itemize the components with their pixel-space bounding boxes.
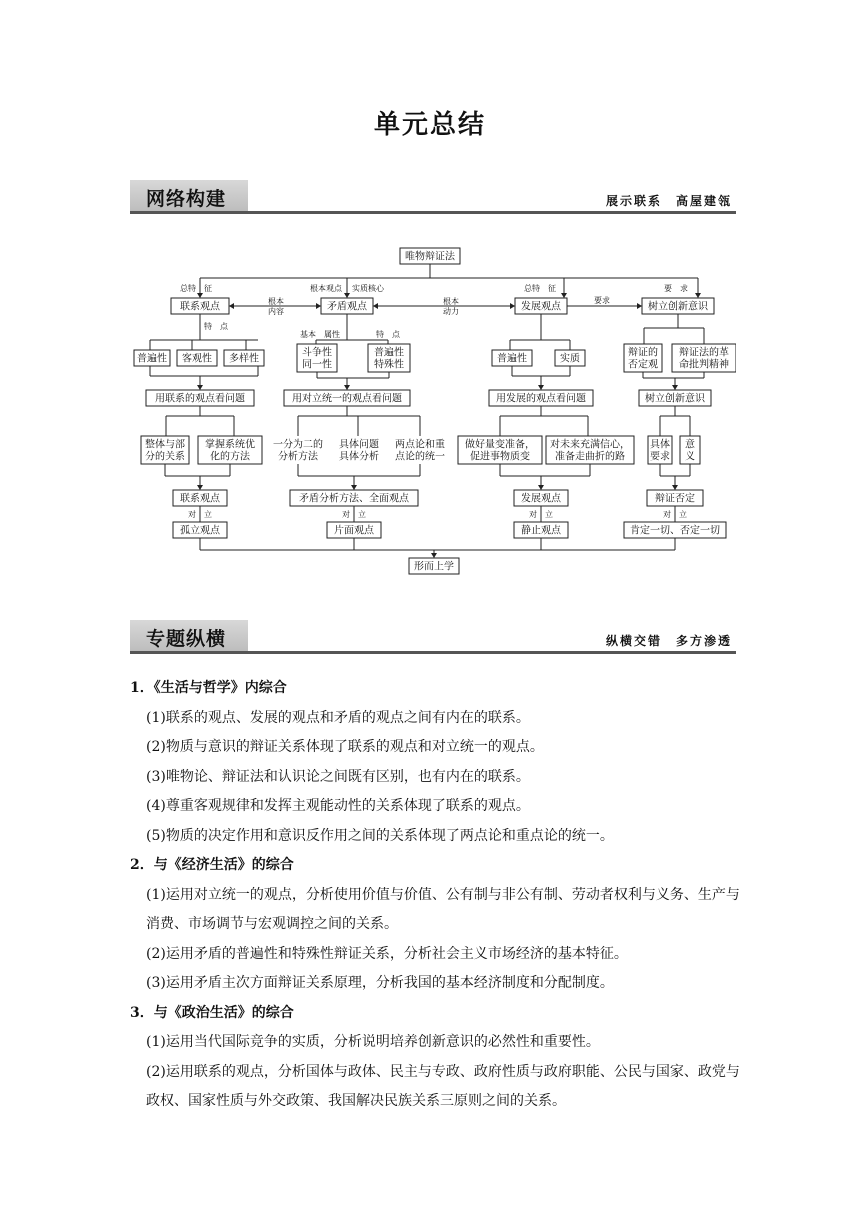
concept-box-label: 具体问题具体分析 — [339, 439, 379, 463]
topic-group — [130, 999, 750, 1117]
topic-list — [130, 674, 750, 1117]
section-motto: 纵横交错 多方渗透 — [605, 634, 732, 648]
topic-item: (2)物质与意识的辩证关系体现了联系的观点和对立统一的观点。 — [146, 739, 544, 755]
edge-label: 对 立 — [188, 509, 212, 519]
arrowhead — [351, 485, 357, 490]
method-detail-box-label: 掌握系统优化的方法 — [205, 439, 255, 463]
method-box-label: 树立创新意识 — [645, 393, 705, 405]
section-title: 专题纵横 — [146, 628, 227, 650]
opposite-box-label: 孤立观点 — [180, 525, 220, 537]
method-detail-box-label: 意义 — [685, 439, 695, 463]
section-rule — [130, 651, 736, 654]
edge-label: 基本 属性 — [300, 329, 340, 339]
final-box-label: 形而上学 — [414, 561, 454, 573]
topic-item: (4)尊重客观规律和发挥主观能动性的关系体现了联系的观点。 — [146, 798, 530, 814]
method-box-label: 用联系的观点看问题 — [155, 393, 245, 405]
edge-label: 总特 征 — [180, 283, 212, 293]
edge-label: 根本动力 — [443, 296, 459, 316]
root-box-label: 唯物辩证法 — [405, 251, 455, 263]
trait-box-label: 多样性 — [229, 353, 259, 365]
concept-map — [130, 240, 736, 580]
arrowhead — [197, 485, 203, 490]
level1-box-label: 树立创新意识 — [648, 301, 708, 313]
edge-label: 特 点 — [376, 329, 400, 339]
section-title: 网络构建 — [146, 188, 227, 210]
edge-label: 对 立 — [663, 509, 687, 519]
level1-box-label: 发展观点 — [521, 301, 561, 313]
section-header-network — [130, 180, 736, 214]
trait-box-label: 辩证法的革命批判精神 — [679, 347, 729, 371]
trait-box-label: 辩证的否定观 — [628, 347, 658, 371]
arrowhead — [344, 385, 350, 390]
topic-item: (3)唯物论、辩证法和认识论之间既有区别，也有内在的联系。 — [146, 768, 530, 785]
arrowhead — [672, 385, 678, 390]
trait-box-label: 普遍性特殊性 — [374, 347, 404, 371]
trait-box-label: 客观性 — [182, 353, 212, 365]
method-box-label: 用发展的观点看问题 — [496, 393, 586, 405]
topic-item: (2)运用联系的观点，分析国体与政体、民主与专政、政府性质与政府职能、公民与国家、政党与政权、国家性质与外交政策、我国解决民族关系三原则之间的关系。 — [146, 1063, 740, 1109]
arrowhead — [637, 303, 642, 309]
method-detail-box-label: 具体要求 — [650, 439, 670, 463]
method-detail-box-label: 整体与部分的关系 — [145, 439, 185, 463]
arrowhead — [197, 385, 203, 390]
edge-label: 根本内容 — [268, 296, 284, 316]
topic-item: (5)物质的决定作用和意识反作用之间的关系体现了两点论和重点论的统一。 — [146, 827, 614, 844]
topic-heading: 3．与《政治生活》的综合 — [130, 1004, 294, 1021]
view-box-label: 矛盾分析方法、全面观点 — [299, 493, 409, 505]
arrowhead — [431, 553, 437, 558]
topic-item: (3)运用矛盾主次方面辩证关系原理，分析我国的基本经济制度和分配制度。 — [146, 975, 614, 991]
arrowhead — [561, 293, 567, 298]
edge-label: 要 求 — [664, 283, 688, 293]
edge-label: 要求 — [594, 295, 610, 305]
edge-label: 实质核心 — [352, 283, 384, 293]
edge-label: 对 立 — [529, 509, 553, 519]
trait-box-label: 斗争性同一性 — [302, 347, 332, 371]
page-title: 单元总结 — [373, 110, 486, 140]
method-box-label: 用对立统一的观点看问题 — [292, 393, 402, 405]
section-rule — [130, 211, 736, 214]
arrowhead — [197, 293, 203, 298]
method-detail-box-label: 对未来充满信心，准备走曲折的路 — [550, 439, 630, 463]
level1-box-label: 矛盾观点 — [327, 301, 367, 313]
edge-label: 对 立 — [342, 509, 366, 519]
level1-box-label: 联系观点 — [180, 301, 220, 313]
topic-heading: 2．与《经济生活》的综合 — [130, 857, 294, 873]
arrowhead — [538, 385, 544, 390]
section-header-topics — [130, 620, 736, 654]
edge-label: 根本观点 — [310, 283, 342, 293]
topic-item: (1)运用对立统一的观点，分析使用价值与价值、公有制与非公有制、劳动者权利与义务、生产与消费、市场调节与宏观调控之间的关系。 — [146, 886, 740, 932]
edge-label: 总特 征 — [524, 283, 556, 293]
arrowhead — [316, 303, 321, 309]
arrowhead — [344, 293, 350, 298]
topic-item: (1)联系的观点、发展的观点和矛盾的观点之间有内在的联系。 — [146, 709, 530, 726]
topic-heading: 1．《生活与哲学》内综合 — [130, 680, 287, 696]
edge-label: 特 点 — [204, 321, 228, 331]
arrowhead — [672, 485, 678, 490]
arrowhead — [695, 293, 701, 298]
arrowhead — [229, 303, 234, 309]
concept-box-label: 一分为二的分析方法 — [273, 439, 323, 463]
view-box-label: 联系观点 — [180, 493, 220, 505]
trait-box-label: 实质 — [560, 353, 580, 365]
topic-group — [130, 851, 750, 999]
view-box-label: 辩证否定 — [655, 493, 695, 505]
topic-group — [130, 674, 750, 851]
opposite-box-label: 静止观点 — [521, 525, 561, 537]
arrowhead — [510, 303, 515, 309]
opposite-box-label: 片面观点 — [334, 525, 374, 537]
opposite-box-label: 肯定一切、否定一切 — [630, 525, 720, 537]
trait-box-label: 普遍性 — [137, 353, 167, 365]
method-detail-box-label: 做好量变准备，促进事物质变 — [465, 439, 535, 463]
arrowhead — [373, 303, 378, 309]
arrowhead — [538, 485, 544, 490]
section-motto: 展示联系 高屋建瓴 — [605, 194, 732, 208]
topic-item: (2)运用矛盾的普遍性和特殊性辩证关系，分析社会主义市场经济的基本特征。 — [146, 945, 628, 962]
trait-box-label: 普遍性 — [497, 353, 527, 365]
view-box-label: 发展观点 — [521, 493, 561, 505]
topic-item: (1)运用当代国际竞争的实质，分析说明培养创新意识的必然性和重要性。 — [146, 1034, 600, 1050]
concept-box-label: 两点论和重点论的统一 — [395, 439, 445, 463]
